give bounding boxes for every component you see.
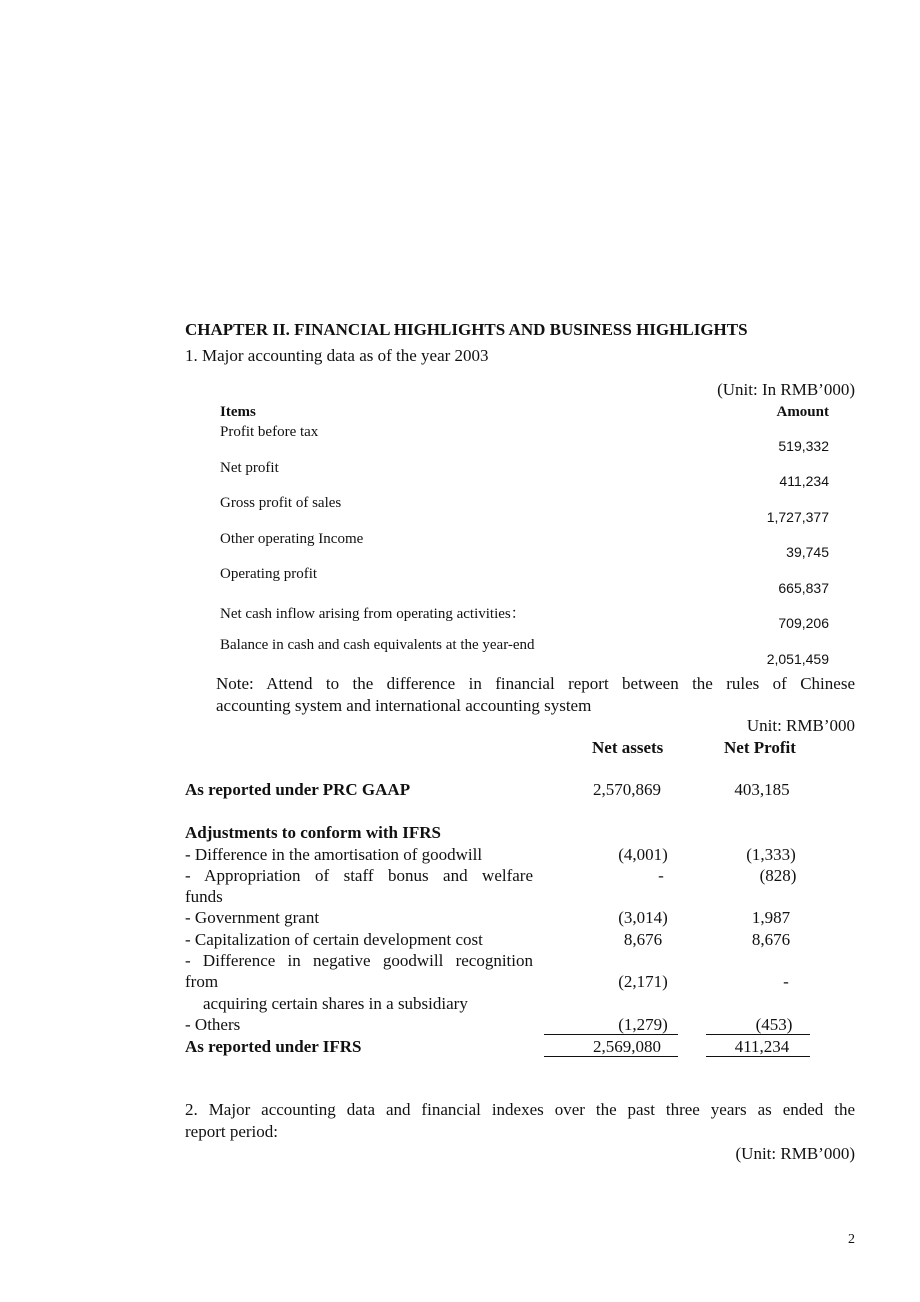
total-rule [544, 1056, 678, 1057]
adjustment-net-profit: 1,987 [751, 908, 791, 927]
adjustment-label: - Government grant [185, 908, 320, 927]
prc-gaap-label: As reported under PRC GAAP [185, 780, 411, 799]
prc-net-assets: 2,570,869 [593, 780, 661, 799]
adjustment-net-assets: - [658, 866, 664, 885]
section1-unit: (Unit: In RMB’000) [717, 380, 855, 399]
item-amount: 665,837 [778, 580, 829, 596]
subtotal-rule [706, 1034, 810, 1035]
note-line-1: Note: Attend to the difference in financial report between the rules of Chinese [216, 674, 855, 693]
item-label: Operating profit [220, 566, 318, 582]
item-label: Gross profit of sales [220, 495, 342, 511]
adjustment-net-profit: - [783, 972, 789, 991]
adjustment-label: - Others [185, 1015, 241, 1034]
adjustment-net-profit: (453) [755, 1015, 793, 1034]
item-label: Profit before tax [220, 424, 319, 440]
section2-line-1: 2. Major accounting data and financial indexes over the past three years as ended the [185, 1100, 855, 1119]
item-amount: 519,332 [778, 438, 829, 454]
adjustment-label: - Capitalization of certain development cost [185, 930, 483, 949]
adjustment-net-profit: (1,333) [746, 845, 796, 864]
adjustment-net-assets: (2,171) [618, 972, 668, 991]
ifrs-label: As reported under IFRS [185, 1037, 362, 1056]
adjustment-net-assets: (4,001) [618, 845, 668, 864]
page-number: 2 [848, 1232, 855, 1247]
adjustment-net-assets: (1,279) [618, 1015, 668, 1034]
column-header-amount: Amount [776, 404, 829, 420]
ifrs-net-assets: 2,569,080 [593, 1037, 661, 1056]
section2-unit: (Unit: RMB’000) [735, 1144, 855, 1163]
column-header-net-assets: Net assets [592, 738, 664, 757]
adjustment-net-assets: 8,676 [623, 930, 663, 949]
chapter-title: CHAPTER II. FINANCIAL HIGHLIGHTS AND BUSINESS HIGHLIGHTS [185, 320, 748, 339]
prc-net-profit: 403,185 [734, 780, 790, 799]
item-amount: 1,727,377 [766, 509, 829, 525]
note-line-2: accounting system and international accounting system [216, 696, 592, 715]
item-label: Net profit [220, 460, 279, 476]
adjustment-net-assets: (3,014) [618, 908, 668, 927]
item-label: Balance in cash and cash equivalents at the year-end [220, 637, 535, 653]
adjustment-label: - Appropriation of staff bonus and welfare [185, 866, 533, 885]
subtotal-rule [544, 1034, 678, 1035]
item-amount: 39,745 [786, 544, 829, 560]
adjustment-label: - Difference in the amortisation of goodwill [185, 845, 483, 864]
adjustment-label-continued: acquiring certain shares in a subsidiary [203, 994, 468, 1013]
adjustment-label-continued: funds [185, 887, 223, 906]
item-amount: 709,206 [778, 615, 829, 631]
adjustment-net-profit: (828) [759, 866, 797, 885]
adjustment-label-continued: from [185, 972, 219, 991]
adjustment-label: - Difference in negative goodwill recognition [185, 951, 533, 970]
section2-line-2: report period: [185, 1122, 278, 1141]
adjustments-heading: Adjustments to conform with IFRS [185, 823, 441, 842]
column-header-items: Items [220, 404, 256, 420]
note-unit: Unit: RMB’000 [746, 716, 855, 735]
total-rule [706, 1056, 810, 1057]
column-header-net-profit: Net Profit [724, 738, 796, 757]
item-amount: 411,234 [779, 473, 829, 489]
item-label: Net cash inflow arising from operating activities： [220, 606, 526, 622]
item-label: Other operating Income [220, 531, 364, 547]
item-amount: 2,051,459 [766, 651, 829, 667]
section1-heading: 1. Major accounting data as of the year 2003 [185, 346, 489, 365]
adjustment-net-profit: 8,676 [751, 930, 791, 949]
ifrs-net-profit: 411,234 [734, 1037, 790, 1056]
